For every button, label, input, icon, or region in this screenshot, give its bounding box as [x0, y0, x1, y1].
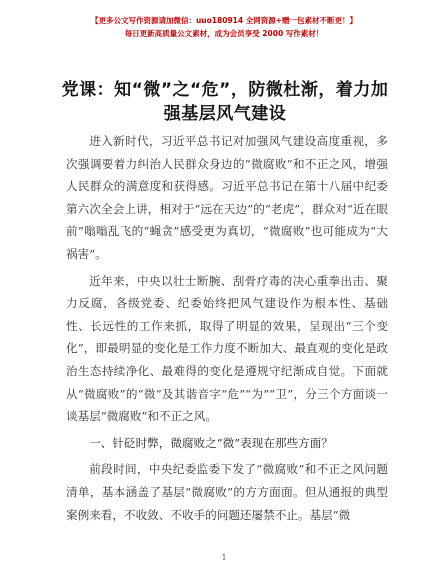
section-heading-1: 一、针砭时弊，微腐败之“微”表现在那些方面？: [89, 435, 333, 450]
page-number: 1: [221, 553, 227, 562]
paragraph-intro: 进入新时代，习近平总书记对加强风气建设高度重视，多次强调要着力纠治人民群众身边的“微腐败”和不正之风，增强人民群众的满意度和获得感。习近平总书记在第十八届中纪委第六次全会上讲，相对于“远在天边”的“老虎”，群众对“近在眼前”嗡嗡乱飞的“蝇贪”感受更为真切，“微腐败”也可能成为“大祸害”。: [66, 134, 388, 261]
document-title: 党课：知“微”之“危”，防微杜渐，着力加强基层风气建设: [61, 80, 389, 124]
promo-banner-line-2: 每日更新高质量公文素材，成为会员享受 2000 写作素材！: [124, 29, 324, 38]
document-body: [66, 130, 388, 530]
paragraph-recent-years: 近年来，中央以壮士断腕、刮骨疗毒的决心重拳出击、聚力反腐，各级党委、纪委始终把风气建设作为根本性、基础性、长远性的工作来抓，取得了明显的效果，呈现出“三个变化”，即最明显的变化是工作力度不断加大、最直观的变化是政治生态持续净化、最难得的变化是遵规守纪渐成自觉。下面就从“微腐败”的“微”及其谐音字“危”“为”“卫”，分三个方面谈一谈基层“微腐败”和不正之风。: [66, 273, 388, 424]
paragraph-section-1: 前段时间，中央纪委监委下发了“微腐败”和不正之风问题清单，基本涵盖了基层“微腐败”的方方面面。但从通报的典型案例来看，不收敛、不收手的问题还屡禁不止。基层“微: [66, 462, 388, 522]
promo-banner: [0, 14, 448, 40]
promo-banner-line-1: 【更多公文写作资源请加微信：uuo180914 全网资源+赠一包素材不断更！】: [90, 16, 358, 25]
